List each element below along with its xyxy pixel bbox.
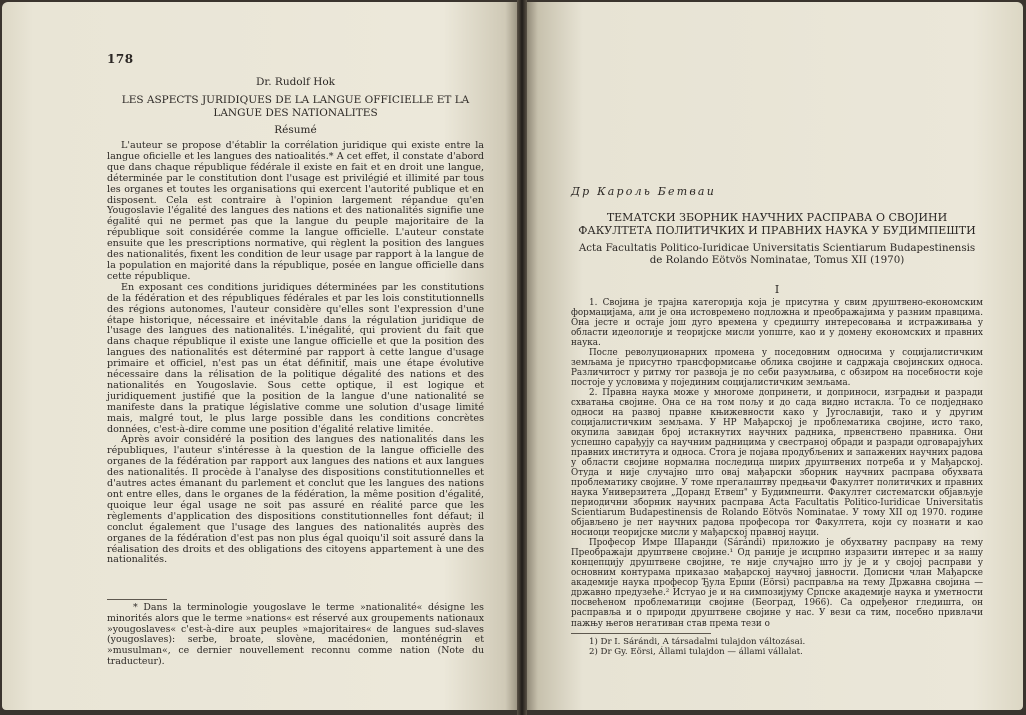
right-footnotes (571, 637, 983, 657)
right-paragraph: Професор Имре Шаранди (Sárándi) приложио је обухватну расправу на тему Преображаји друштвене својине.¹ Од раније је исцрпно изразити интерес и за нашу концепцију друштвене својине, те није случајно што ју је и у својој расправи у основним контурама приказао мађарској научној јавности. Дописни члан Мађарске академије наука професор Ђула Ерши (Eörsi) расправља на тему Државна својина — државно предузеће.² Истуао је и на симпозијуму Српске академије наука и уметности посвећеном проблематици својине (Београд, 1966). Са одређеног гледишта, он расправља и о природи друштвене својине у нас. У вези са тим, посебно привлачи пажњу његов негативан став према тези о (571, 538, 983, 629)
resume-heading: Résumé (274, 124, 317, 136)
footnote-divider (571, 633, 711, 634)
right-footnote: 2) Dr Gy. Eörsi, Állami tulajdon — állami vállalat. (589, 647, 803, 657)
left-article-title: LES ASPECTS JURIDIQUES DE LA LANGUE OFFICIELLE ET LA LANGUE DES NATIONALITES (121, 94, 470, 119)
acta-citation: Acta Facultatis Politico-Iuridicae Universitatis Scientiarum Budapestinensis de Rolando Eötvös Nominatae, Tomus XII (1970) (578, 242, 976, 266)
footnote-divider (107, 599, 167, 600)
section-number: I (774, 283, 780, 296)
right-paragraph: 1. Својина је трајна категорија која је присутна у свим друштвено-економским формацијама, али је она истовремено подложна и преображајима у разним правцима. Она јесте и остаје још дуго времена у средишту интересовања и истраживања у области идеологије и теоријске мисли уопште, као и у домену економских и правних наука. (571, 298, 983, 349)
left-footnote: * Dans la terminologie yougoslave le terme »nationalité« désigne les minorités alors que le terme »nations« est réservé aux groupements nationaux »yougoslaves« c'est-à-dire aux peuples »majoritaires« de langues sud-slaves (yougoslaves): serbe, broate, slovène, macédonien, monténégrin et »musulman«, ce dernier nouvellement reconnu comme nation (Note du traducteur). (107, 602, 484, 667)
right-paragraph: 2. Правна наука може у многоме допринети, и доприноси, изградњи и разради схватања својине. Она се на том пољу и до сада видно истакла. То се подједнако односи на развој правне књижевности како у Југославији, тако и у другим социјалистичким земљама. У НР Мађарској је проблематика својине, исто тако, окупила завидан број истакнутих научних радника, првенствено правника. Они успешно сарађују са научним радницима у свестраној обради и разради одговарајућих правних института и односа. Стога је појава продубљених и запажених научних радова у области својине нормална последица ширих друштвених потреба и у Мађарској. Отуда и није случајно што овај мађарски зборник научних расправа обухвата проблематику својине. У томе прегалаштву предњачи Факултет политичких и правних наука Универзитета „Доранд Етвеш" у Будимпешти. Факултет систематски објављује периодични зборник научних расправа Acta Facultatis Politico-Iuridicae Universitatis Scientiarum Budapestinensis de Rolando Eötvös Nominatae. У тому XII од 1970. године објављено је пет научних радова професора тог Факултета, који су познати и као носиоци теоријске мисли у мађарској правној науци. (571, 388, 983, 539)
left-paragraph: Après avoir considéré la position des langues des nationalités dans les républiques, l'auteur s'intéresse à la question de la langue officielle des organes de la fédération par rapport aux langues des nations et aux langues des nationalités. Il procède à l'analyse des dispositions constitutionnelles et d'autres actes émanant du parlement et conclut que les langues des nations ont entre elles, dans le organes de la fédération, la même position d'égalité, quoique leur égal usage ne soit pas assuré en réalité parce que les règlements d'application des dispositions constitutionnelles font défaut; il conclut également que l'usage des langues des nationalités auprès des organes de la fédération d'est pas non plus égal quoiqu'il soit assuré dans la réalisation des droits et des obligations des citoyens appartement à une des nationalités. (107, 434, 484, 566)
left-paragraph: L'auteur se propose d'établir la corrélation juridique qui existe entre la langue oficielle et les langues des natioalités.* A cet effet, il constate d'abord que dans chaque république fédérale il existe en fait et en droit une langue, déterminée par le constitution dont l'usage est privilégié et illimité par tous les organes et toutes les organisations qui exercent l'autorité publique et en disposent. Cela est contraire à l'opinion largement répandue qu'en Yougoslavie l'égalité des langues des nations et des nationalités signifie une égalité qui ne permet pas que la langue du peuple majoritaire de la république soit considérée comme la langue officielle. L'auteur constate ensuite que les prescriptions normative, qui règlent la position des langues des nationalités, fixent les condition de leur usage par rapport à la langue de la population en majorité dans la république, posée en langue officielle dans cette république. (107, 140, 484, 282)
right-paragraph: После револуционарних промена у поседовним односима у социјалистичким земљама је присутно трансформисање облика својине и садржаја својинских односа. Различитост у ритму тог развоја је по себи разумљива, с обзиром на посебности које постоје у условима у појединим социјалистичким земљама. (571, 348, 983, 389)
right-footnote: 1) Dr I. Sárándi, A társadalmi tulajdon változásai. (589, 637, 806, 647)
right-article-title: ТЕМАТСКИ ЗБОРНИК НАУЧНИХ РАСПРАВА О СВОЈИНИ ФАКУЛТЕТА ПОЛИТИЧКИХ И ПРАВНИХ НАУКА У БУДИМПЕШТИ (578, 211, 976, 237)
book-spine (517, 0, 527, 715)
left-author: Dr. Rudolf Hok (255, 76, 336, 88)
left-body-text (107, 141, 484, 566)
right-author: Др Кароль Бетваи (571, 185, 716, 198)
right-body-text (571, 298, 983, 629)
page-number: 178 (107, 52, 134, 66)
left-paragraph: En exposant ces conditions juridiques déterminées par les constitutions de la fédération et des républiques fédérales et par les lois constitutionnells des régions autonomes, l'auteur considère qu'elles sont l'expression d'une étape historique, nécessaire et inévitable dans la régulation juridique de l'usage des langues des nationalités. L'inégalité, qui provient du fait que dans chaque république il existe une langue officielle et que la position des langues des nationalités est déterminé par rapport à cette langue d'usage primaire et officiel, n'est pas un état définitif, mais une étape évolutive nécessaire dans la rélisation de la politique dégalité des nations et des nationalités en Yougoslavie. Sous cette optique, il est logique et juridiquement justifié que la position de la langue d'une nationalité se manifeste dans la pratique législative comme une solution d'usage limité mais, malgré tout, le plus large possible dans les conditions concrètes données, c'est-à-dire comme une position d'égalité relative limitée. (107, 281, 484, 435)
